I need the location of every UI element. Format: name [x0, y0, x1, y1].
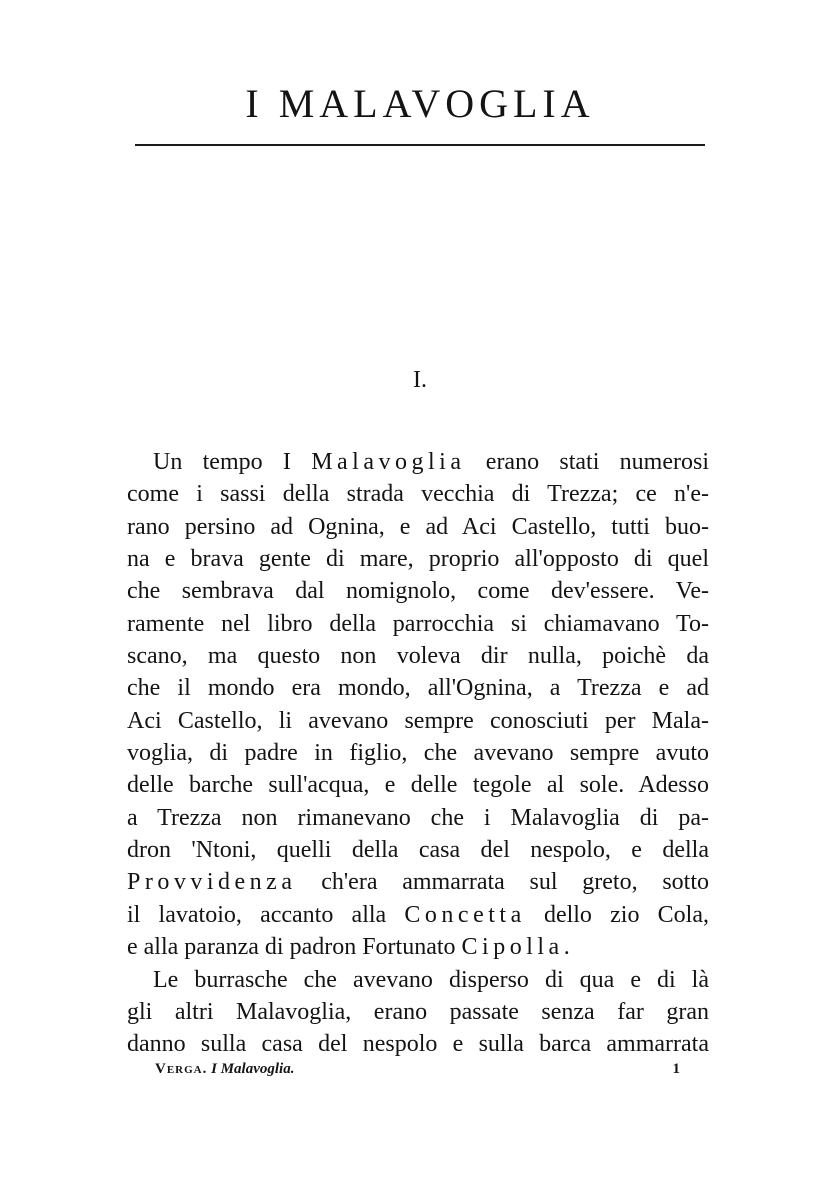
text-line: na e brava gente di mare, proprio all'opposto di quel	[127, 546, 709, 573]
emphasized-name: Cipolla	[461, 934, 564, 961]
text-line: il lavatoio, accanto alla Concetta dello zio Cola,	[127, 901, 710, 928]
page-number: 1	[672, 1061, 680, 1077]
title-divider	[135, 144, 705, 146]
text-line: rano persino ad Ognina, e ad Aci Castello, tutti buo-	[127, 513, 709, 540]
chapter-text	[127, 446, 709, 1061]
text-line: e alla paranza di padron Fortunato Cipolla.	[127, 934, 570, 961]
text-line: ramente nel libro della parrocchia si chiamavano To-	[127, 610, 709, 637]
emphasized-name: Malavoglia	[311, 449, 466, 475]
text-line: Aci Castello, li avevano sempre conosciuti per Mala-	[127, 707, 709, 734]
text-line: gli altri Malavoglia, erano passate senza far gran	[127, 998, 709, 1025]
text-line: scano, ma questo non voleva dir nulla, poichè da	[127, 643, 709, 670]
footer-author: Verga.	[155, 1061, 208, 1077]
text-line: a Trezza non rimanevano che i Malavoglia di pa-	[127, 804, 709, 831]
footer-work: I Malavoglia.	[211, 1061, 295, 1077]
text-line: Provvidenza ch'era ammarrata sul greto, sotto	[127, 869, 709, 896]
page-title: I MALAVOGLIA	[245, 81, 595, 126]
text-line: come i sassi della strada vecchia di Trezza; ce n'e-	[127, 481, 709, 508]
text-line: dron 'Ntoni, quelli della casa del nespolo, e della	[127, 837, 709, 864]
text-line: Le burrasche che avevano disperso di qua e di là	[153, 966, 709, 993]
chapter-number: I.	[413, 367, 427, 393]
text-line: danno sulla casa del nespolo e sulla barca ammarrata	[127, 1031, 709, 1058]
page-footer	[155, 1057, 680, 1081]
text-line: che sembrava dal nomignolo, come dev'essere. Ve-	[127, 578, 709, 605]
footer-source	[155, 1057, 294, 1081]
text-line: voglia, di padre in figlio, che avevano sempre avuto	[127, 740, 709, 767]
text-line: Un tempo I Malavoglia erano stati numerosi	[153, 449, 709, 475]
emphasized-name: Concetta	[404, 901, 526, 928]
emphasized-name: Provvidenza	[127, 869, 297, 896]
text-line: che il mondo era mondo, all'Ognina, a Trezza e ad	[127, 675, 709, 702]
text-line: delle barche sull'acqua, e delle tegole al sole. Adesso	[127, 772, 709, 799]
